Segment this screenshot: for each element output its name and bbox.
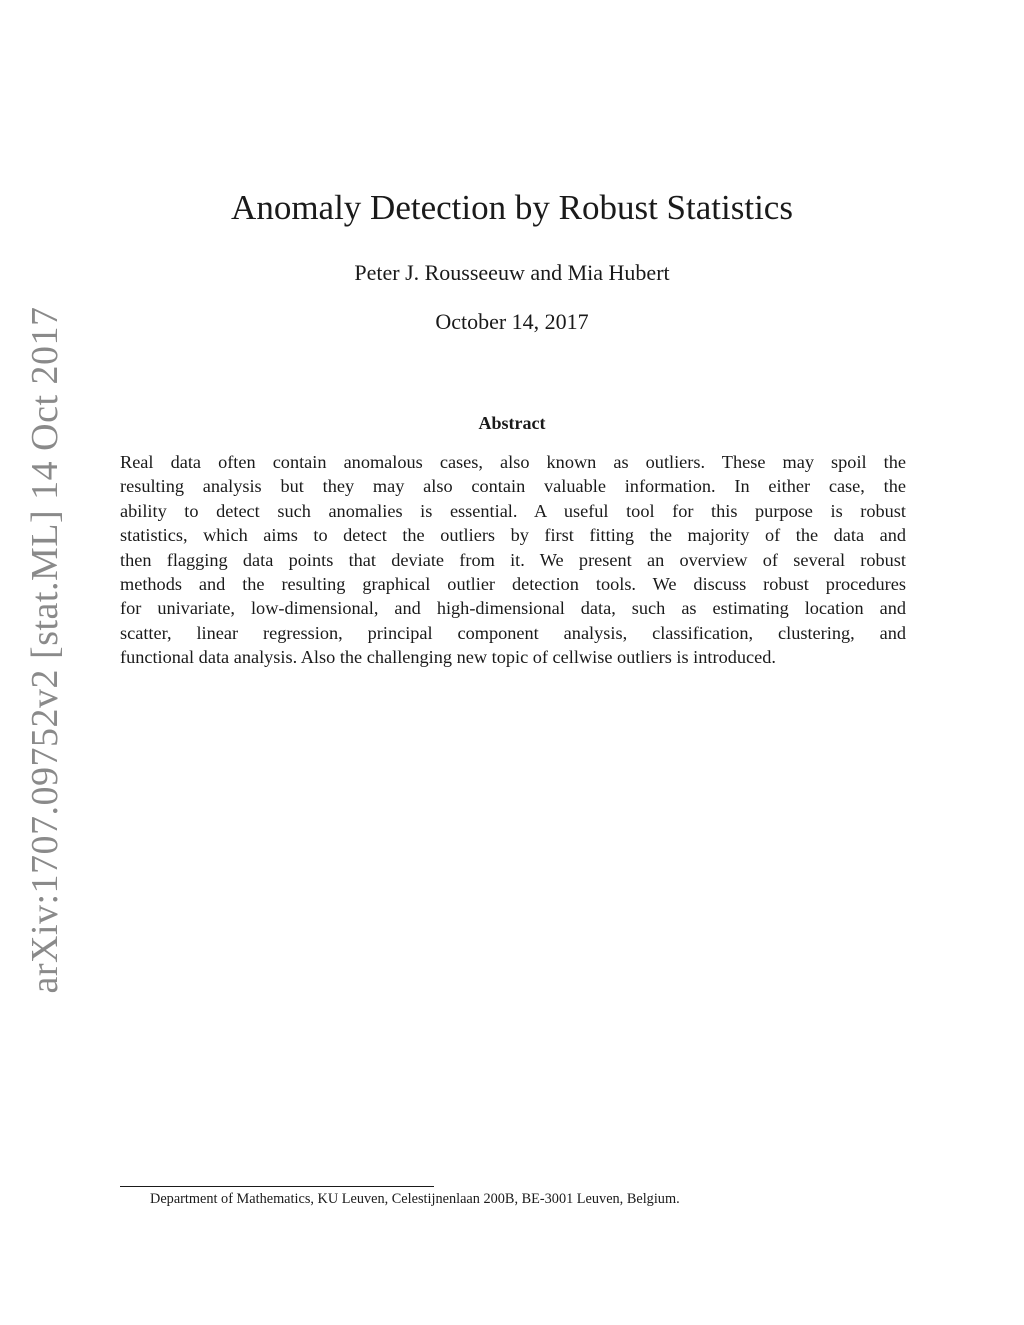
abstract-line: ability to detect such anomalies is essential. A useful tool for this purpose is robust bbox=[120, 500, 906, 521]
paper-title: Anomaly Detection by Robust Statistics bbox=[231, 188, 793, 227]
abstract-body bbox=[120, 450, 906, 670]
abstract-line: for univariate, low-dimensional, and high-dimensional data, such as estimating location and bbox=[120, 598, 906, 619]
abstract-line: Real data often contain anomalous cases, also known as outliers. These may spoil the bbox=[120, 452, 906, 472]
paper-authors: Peter J. Rousseeuw and Mia Hubert bbox=[354, 260, 670, 285]
footnote-divider bbox=[120, 1186, 434, 1187]
abstract-line: resulting analysis but they may also contain valuable information. In either case, the bbox=[120, 476, 906, 497]
abstract-line: functional data analysis. Also the challenging new topic of cellwise outliers is introduced. bbox=[120, 647, 776, 668]
arxiv-identifier: arXiv:1707.09752v2 [stat.ML] 14 Oct 2017 bbox=[24, 306, 66, 994]
affiliation-footnote: Department of Mathematics, KU Leuven, Celestijnenlaan 200B, BE-3001 Leuven, Belgium. bbox=[150, 1191, 680, 1207]
abstract-line: scatter, linear regression, principal component analysis, classification, clustering, and bbox=[120, 622, 906, 643]
abstract-line: then flagging data points that deviate from it. We present an overview of several robust bbox=[120, 549, 906, 570]
abstract-heading: Abstract bbox=[478, 413, 546, 433]
abstract-line: statistics, which aims to detect the outliers by first fitting the majority of the data and bbox=[120, 525, 906, 546]
paper-date: October 14, 2017 bbox=[435, 309, 589, 334]
abstract-line: methods and the resulting graphical outlier detection tools. We discuss robust procedures bbox=[120, 574, 906, 595]
